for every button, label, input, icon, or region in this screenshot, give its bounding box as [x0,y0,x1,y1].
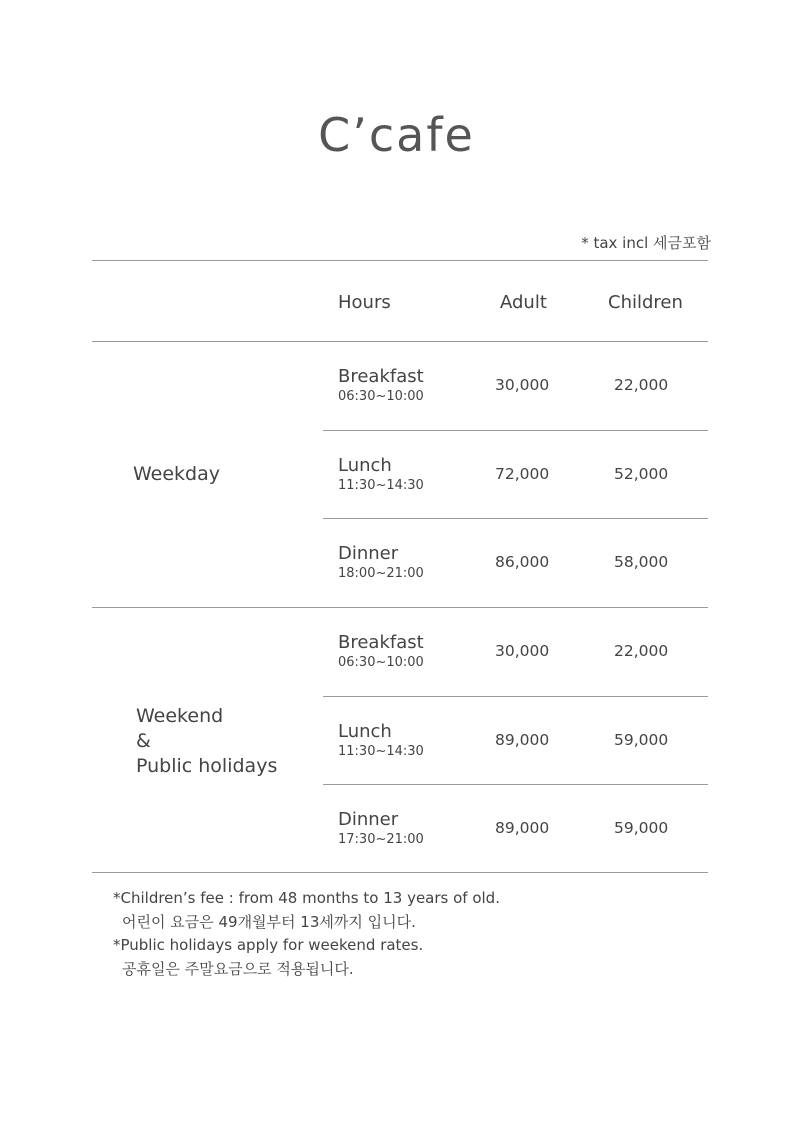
meal-cell [338,543,424,583]
meal-time: 06:30~10:00 [338,389,424,404]
header-adult: Adult [500,292,547,313]
group-label-line: Weekday [133,463,221,485]
children-price: 22,000 [614,642,669,660]
meal-name: Dinner [338,809,399,830]
tax-note: * tax incl 세금포함 [581,234,711,252]
row-divider [323,430,708,431]
meal-time: 17:30~21:00 [338,832,424,847]
row-divider [323,784,708,785]
children-price: 22,000 [614,376,669,394]
header-hours: Hours [338,292,391,313]
table-top-rule [92,260,708,261]
table-bottom-rule [92,872,708,873]
row-divider [323,696,708,697]
adult-price: 72,000 [495,465,550,483]
group-label-line: & [136,730,151,752]
adult-price: 89,000 [495,731,550,749]
group-label-weekday [133,462,220,487]
footnote-public-holidays-ko: 공휴일은 주말요금으로 적용됩니다. [122,959,354,978]
row-divider [323,518,708,519]
meal-time: 11:30~14:30 [338,478,424,493]
meal-time: 06:30~10:00 [338,655,424,670]
meal-name: Lunch [338,455,392,476]
footnote-children-fee-ko: 어린이 요금은 49개월부터 13세까지 입니다. [122,912,416,931]
header-children: Children [608,292,683,313]
group-label-line: Public holidays [136,755,278,777]
children-price: 52,000 [614,465,669,483]
adult-price: 30,000 [495,642,550,660]
page-title: C’cafe [318,108,475,162]
children-price: 58,000 [614,553,669,571]
footnote-children-fee: *Children’s fee : from 48 months to 13 years of old. [113,889,500,907]
children-price: 59,000 [614,819,669,837]
meal-name: Dinner [338,543,399,564]
children-price: 59,000 [614,731,669,749]
adult-price: 89,000 [495,819,550,837]
group-divider [92,607,708,608]
meal-time: 11:30~14:30 [338,744,424,759]
footnotes [113,887,500,981]
meal-cell [338,366,424,406]
meal-cell [338,455,424,495]
header-rule [92,341,708,342]
meal-name: Lunch [338,721,392,742]
meal-name: Breakfast [338,632,424,653]
group-label-weekend [136,704,277,779]
meal-time: 18:00~21:00 [338,566,424,581]
footnote-public-holidays: *Public holidays apply for weekend rates. [113,936,424,954]
meal-cell [338,632,424,672]
meal-cell [338,809,424,849]
adult-price: 30,000 [495,376,550,394]
group-label-line: Weekend [136,705,224,727]
meal-name: Breakfast [338,366,424,387]
adult-price: 86,000 [495,553,550,571]
meal-cell [338,721,424,761]
